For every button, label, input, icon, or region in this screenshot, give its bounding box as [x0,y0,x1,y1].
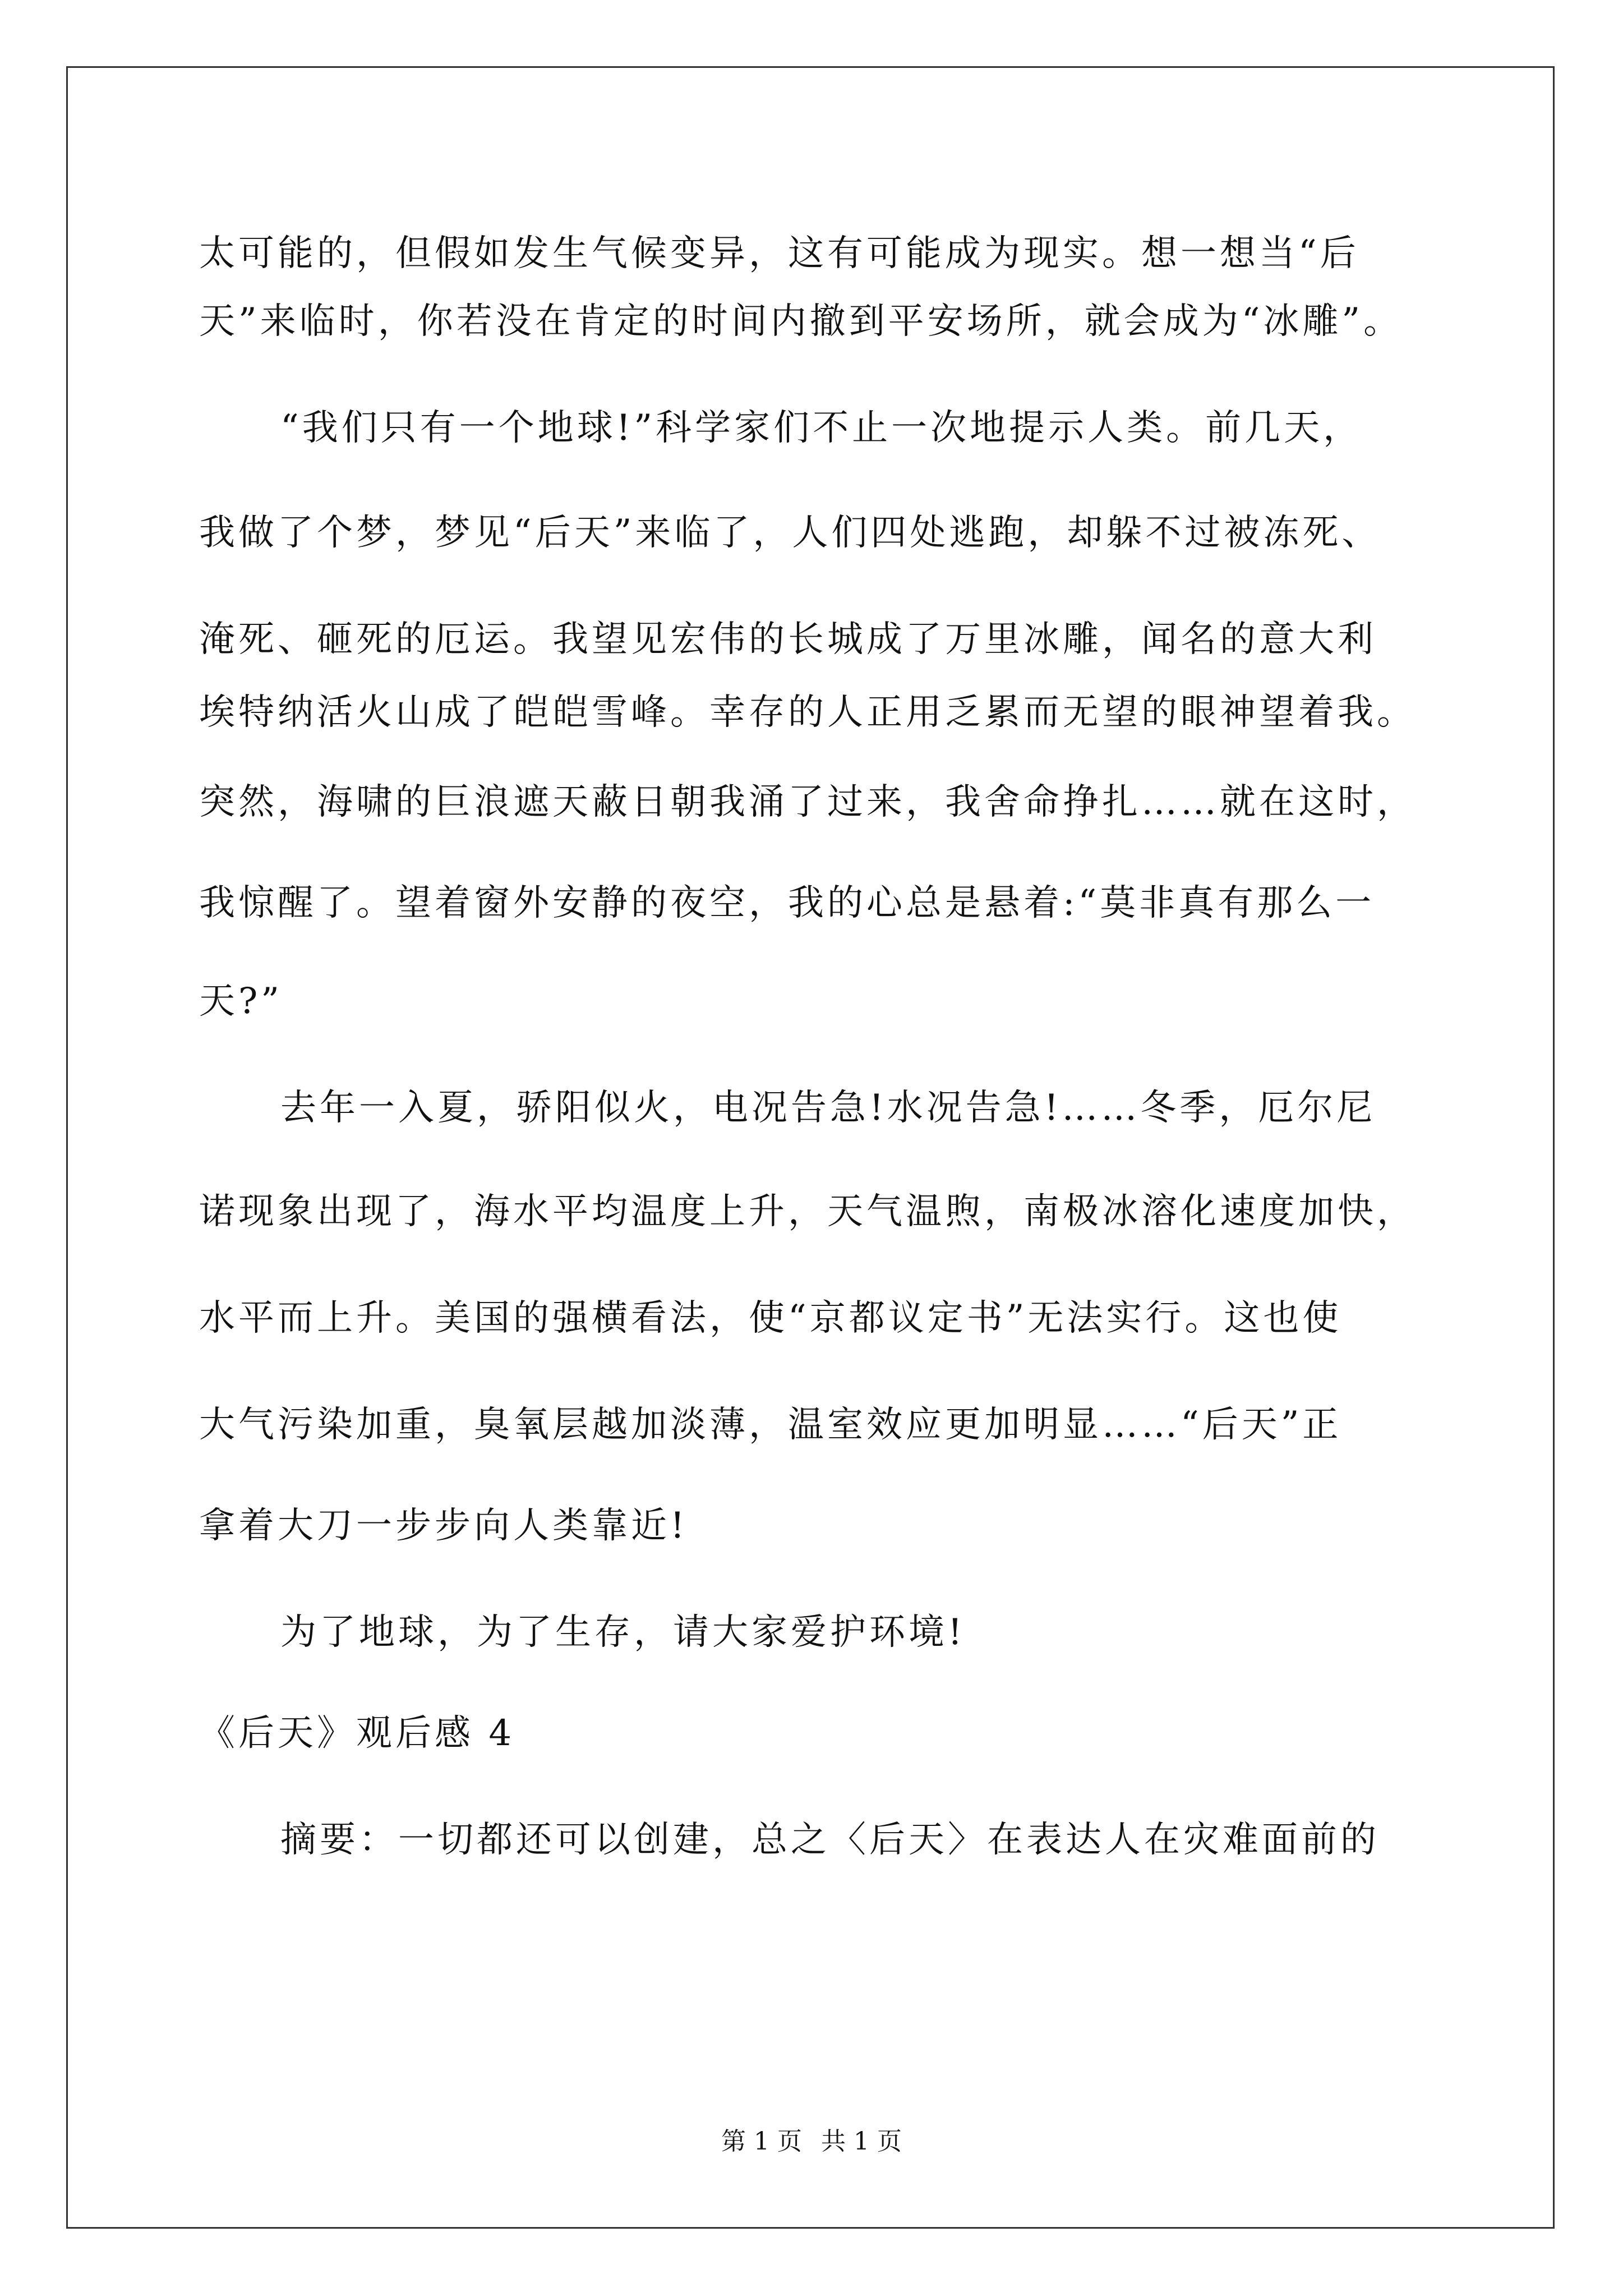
paragraph-1-line-2: 天”来临时，你若没在肯定的时间内撤到平安场所，就会成为“冰雕”。 [199,301,1403,342]
paragraph-1-line-1: 太可能的，但假如发生气候变异，这有可能成为现实。想一想当“后 [199,233,1359,274]
paragraph-3-line-5: 拿着大刀一步步向人类靠近! [199,1505,688,1547]
paragraph-3-line-3: 水平而上升。美国的强横看法，使“京都议定书”无法实行。这也使 [199,1297,1342,1339]
summary-line: 摘要：一切都还可以创建，总之〈后天〉在表达人在灾难面前的 [280,1819,1380,1861]
paragraph-3-line-1: 去年一入夏，骄阳似火，电况告急!水况告急!……冬季，厄尔尼 [280,1087,1376,1129]
paragraph-3-line-4: 大气污染加重，臭氧层越加淡薄，温室效应更加明显……“后天”正 [199,1404,1342,1446]
paragraph-2-line-1: “我们只有一个地球!”科学家们不止一次地提示人类。前几天， [280,407,1363,449]
page-border [66,66,1555,2229]
page-footer [0,2126,1623,2157]
paragraph-2-line-7: 天?” [199,981,283,1022]
page-total: 共 1 页 [821,2127,902,2156]
section-heading: 《后天》观后感 4 [199,1713,515,1754]
paragraph-2-line-5: 突然，海啸的巨浪遮天蔽日朝我涌了过来，我舍命挣扎……就在这时， [199,781,1416,823]
paragraph-3-line-2: 诺现象出现了，海水平均温度上升，天气温煦，南极冰溶化速度加快， [199,1191,1416,1232]
paragraph-2-line-4: 埃特纳活火山成了皑皑雪峰。幸存的人正用乏累而无望的眼神望着我。 [199,692,1416,733]
paragraph-2-line-2: 我做了个梦，梦见“后天”来临了，人们四处逃跑，却躲不过被冻死、 [199,512,1381,554]
paragraph-2-line-6: 我惊醒了。望着窗外安静的夜空，我的心总是悬着:“莫非真有那么一 [199,882,1375,924]
page-number: 第 1 页 [721,2127,802,2156]
paragraph-4-line-1: 为了地球，为了生存，请大家爱护环境! [280,1612,966,1653]
paragraph-2-line-3: 淹死、砸死的厄运。我望见宏伟的长城成了万里冰雕，闻名的意大利 [199,619,1377,660]
